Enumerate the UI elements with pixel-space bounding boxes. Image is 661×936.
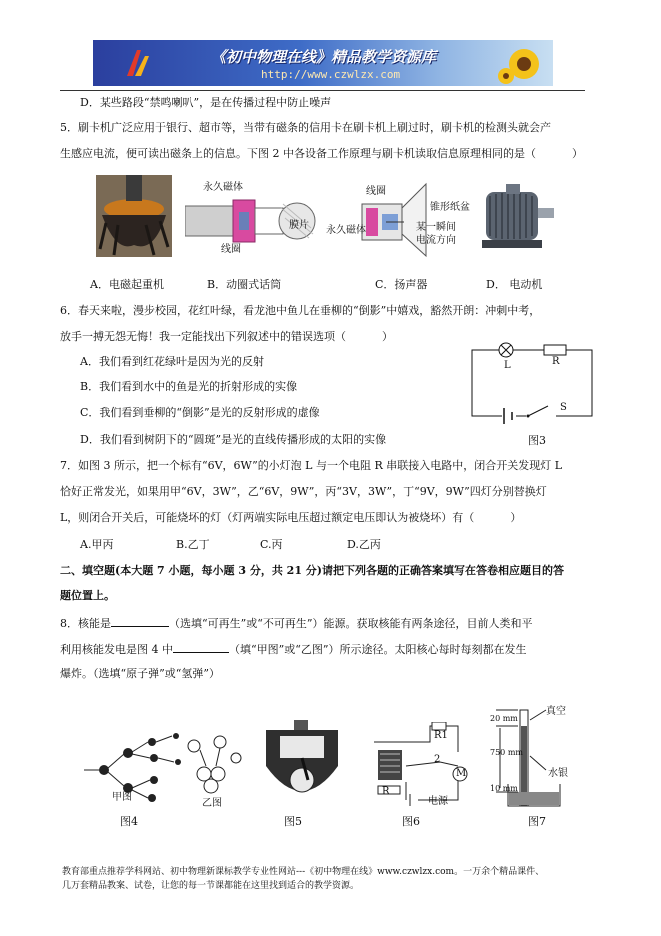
figure-3-caption: 图3 (528, 434, 546, 447)
fig6-power-label: 电源 (428, 796, 448, 807)
speaker-label-coil: 线圈 (366, 186, 386, 197)
figure-5-caption: 图5 (284, 815, 302, 828)
logo-graphic (123, 46, 153, 80)
sunflower-image (498, 42, 550, 84)
electromagnet-crane-image (96, 175, 172, 257)
header-banner (93, 40, 553, 86)
footer-line2: 几万套精品教案、试卷，让您的每一节课都能在这里找到适合的教学资源。 (62, 881, 360, 891)
section2-heading-line1: 二、填空题(本大题 7 小题，每小题 3 分，共 21 分)请把下列各题的正确答案填写在答卷相应题目的答 (60, 564, 564, 577)
q5-option-a: A．电磁起重机 (90, 278, 164, 291)
q7-line3-text: L，则闭合开关后，可能烧坏的灯（灯两端实际电压超过额定电压即认为被烧坏）有（ (60, 511, 475, 524)
figure-4-caption: 图4 (120, 815, 138, 828)
footer-line1: 教育部重点推荐学科网站、初中物理新课标教学专业性网站---《初中物理在线》www.czwlzx.com。一万余个精品课件、 (62, 867, 545, 877)
q7-line3-end: ） (510, 511, 522, 524)
label-coil: 线圈 (221, 244, 241, 255)
figure-4-nuclear-diagrams (80, 728, 260, 809)
q6-line2 (60, 330, 393, 344)
q6-option-a: A．我们看到红花绿叶是因为光的反射 (80, 355, 264, 368)
q8-blank-1[interactable] (111, 615, 169, 627)
fig6-number-label: 2 (434, 754, 441, 765)
fig6-r1-label: R1 (434, 730, 448, 741)
q6-line2-end: ） (382, 330, 393, 343)
header-rule (60, 90, 585, 91)
label-diaphragm: 膜片 (289, 220, 309, 231)
section2-heading-line2: 题位置上。 (60, 589, 115, 602)
q8-line2b: （填“甲图”或“乙图”）所示途径。太阳核心每时每刻都在发生 (229, 643, 527, 656)
q7-line2: 恰好正常发光，如果用甲“6V，3W”，乙“6V，9W”，丙“3V，3W”，丁“9V，9W”四灯分别替换灯 (60, 485, 547, 498)
speaker-label-current2: 电流方向 (416, 235, 456, 246)
label-permanent-magnet: 永久磁体 (203, 182, 243, 193)
circuit-switch-label: S (560, 402, 567, 413)
figure-3-circuit (466, 338, 596, 450)
fig6-r-label: R (382, 786, 390, 797)
fig6-motor-label: M (456, 768, 467, 779)
q5-option-b: B．动圈式话筒 (207, 278, 282, 291)
q7-option-a: A.甲丙 (80, 538, 114, 551)
q7-option-b: B.乙丁 (176, 538, 210, 551)
figure-6-relay-circuit (370, 722, 478, 806)
q6-option-d: D．我们看到树阴下的“圆斑”是光的直线传播形成的太阳的实像 (80, 433, 387, 446)
fig4-label-yi: 乙图 (202, 798, 222, 809)
q8-blank-2[interactable] (173, 641, 229, 653)
q8-line2a: 利用核能发电是图 4 中 (60, 643, 173, 656)
q8-line2 (60, 641, 527, 657)
banner-title: 《初中物理在线》精品教学资源库 (211, 48, 437, 66)
q5-line2-end: ） (572, 147, 583, 160)
q7-option-c: C.丙 (260, 538, 283, 551)
q5-option-c: C．扬声器 (375, 278, 428, 291)
fig7-10mm-label: 10 mm (490, 784, 518, 793)
q7-line3 (60, 511, 521, 525)
fig7-750mm-label: 750 mm (490, 748, 523, 757)
figure-7-caption: 图7 (528, 815, 546, 828)
figure-5-engine-diagram (262, 720, 342, 806)
q7-option-d: D.乙丙 (347, 538, 381, 551)
q7-line1: 7．如图 3 所示，把一个标有“6V，6W”的小灯泡 L 与一个电阻 R 串联接入电路中，闭合开关发现灯 L (60, 459, 563, 472)
q5-line1: 5．刷卡机广泛应用于银行、超市等，当带有磁条的信用卡在刷卡机上刷过时，刷卡机的检测头就会产 (60, 121, 551, 134)
fig7-vacuum-label: 真空 (546, 706, 566, 717)
fig7-20mm-label: 20 mm (490, 714, 518, 723)
q8-line3: 爆炸。（选填“原子弹”或“氢弹”） (60, 667, 220, 680)
q5-line2-text: 生感应电流，便可读出磁条上的信息。下图 2 中各设备工作原理与刷卡机读取信息原理相同的是（ (60, 147, 536, 160)
q6-option-c: C．我们看到垂柳的“倒影”是光的反射形成的虚像 (80, 406, 320, 419)
moving-coil-microphone-diagram (185, 178, 317, 258)
speaker-label-current: 某一瞬间 (416, 222, 456, 233)
q8-line1a: 8．核能是 (60, 617, 111, 630)
logo (123, 46, 153, 80)
speaker-label-cone: 锥形纸盆 (430, 202, 470, 213)
q6-line2-text: 放手一搏无怨无悔！我一定能找出下列叙述中的错误选项（ (60, 330, 346, 343)
speaker-label-magnet: 永久磁体 (326, 225, 366, 236)
q5-line2 (60, 147, 583, 161)
electric-motor-image (480, 178, 558, 254)
q6-line1: 6．春天来啦，漫步校园，花红叶绿，看龙池中鱼儿在垂柳的“倒影”中嬉戏，豁然开朗：冲刺中考， (60, 304, 541, 317)
q8-line1 (60, 615, 533, 631)
circuit-lamp-label: L (504, 360, 511, 371)
fig7-mercury-label: 水银 (548, 768, 568, 779)
q5-option-d: D． 电动机 (486, 278, 543, 291)
q8-line1b: （选填“可再生”或“不可再生”）能源。获取核能有两条途径，目前人类和平 (169, 617, 533, 630)
circuit-resistor-label: R (552, 356, 560, 367)
q4-option-d: D．某些路段“禁鸣喇叭”，是在传播过程中防止噪声 (80, 96, 332, 109)
banner-url: http://www.czwlzx.com (261, 68, 401, 81)
q6-option-b: B．我们看到水中的鱼是光的折射形成的实像 (80, 380, 298, 393)
fig4-label-jia: 甲图 (112, 792, 132, 803)
figure-7-barometer-diagram (490, 700, 590, 808)
speaker-diagram (326, 178, 470, 258)
figure-6-caption: 图6 (402, 815, 420, 828)
